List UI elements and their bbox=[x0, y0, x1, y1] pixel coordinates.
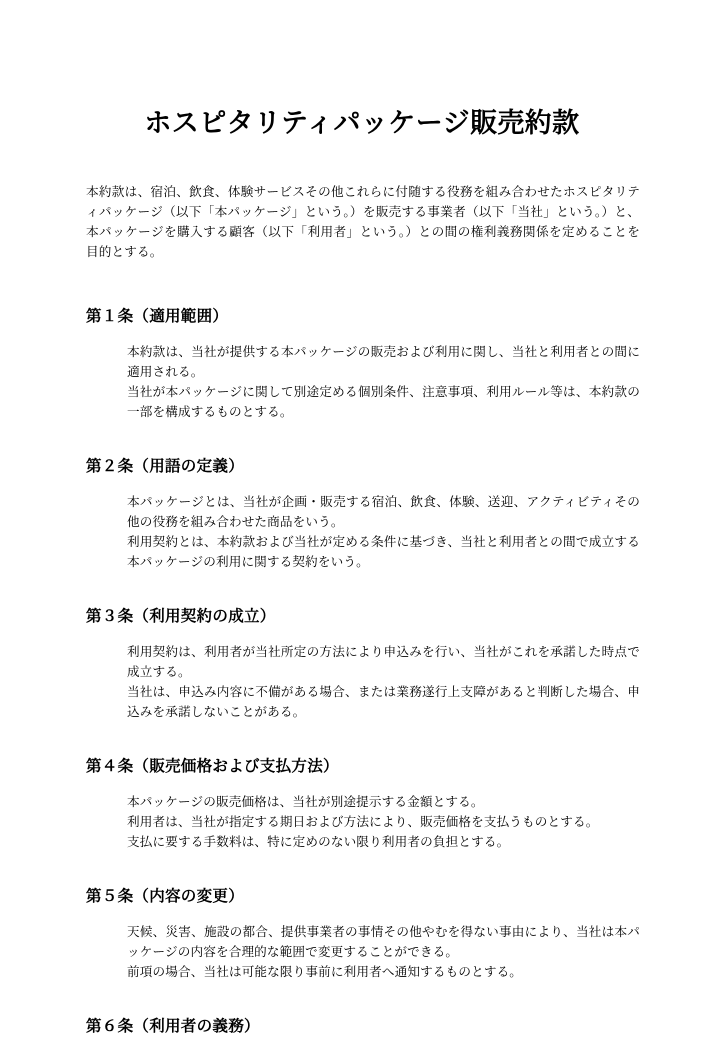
article-paragraph: 当社は、申込み内容に不備がある場合、または業務遂行上支障があると判断した場合、申込みを承諾しないことがある。 bbox=[127, 685, 640, 719]
article-paragraph: 利用契約とは、本約款および当社が定める条件に基づき、当社と利用者との間で成立する本パッケージの利用に関する契約をいう。 bbox=[127, 535, 640, 569]
article-paragraph: 利用契約は、利用者が当社所定の方法により申込みを行い、当社がこれを承諾した時点で成立する。 bbox=[127, 645, 640, 679]
document-title: ホスピタリティパッケージ販売約款 bbox=[144, 108, 580, 138]
article-paragraph: 前項の場合、当社は可能な限り事前に利用者へ通知するものとする。 bbox=[127, 965, 523, 979]
article-heading-1: 第１条（適用範囲） bbox=[86, 308, 229, 325]
article-paragraph: 本約款は、当社が提供する本パッケージの販売および利用に関し、当社と利用者との間に適用される。 bbox=[127, 345, 640, 379]
article-body-5 bbox=[127, 922, 640, 982]
article-paragraph: 天候、災害、施設の都合、提供事業者の事情その他やむを得ない事由により、当社は本パッケージの内容を合理的な範囲で変更することができる。 bbox=[127, 925, 640, 959]
article-paragraph: 当社が本パッケージに関して別途定める個別条件、注意事項、利用ルール等は、本約款の一部を構成するものとする。 bbox=[127, 385, 640, 419]
article-body-1 bbox=[127, 342, 640, 422]
article-paragraph: 本パッケージとは、当社が企画・販売する宿泊、飲食、体験、送迎、アクティビティその他の役務を組み合わせた商品をいう。 bbox=[127, 495, 640, 529]
article-heading-3: 第３条（利用契約の成立） bbox=[86, 608, 276, 625]
article-heading-5: 第５条（内容の変更） bbox=[86, 888, 245, 905]
article-paragraph: 支払に要する手数料は、特に定めのない限り利用者の負担とする。 bbox=[127, 835, 510, 849]
intro-paragraph: 本約款は、宿泊、飲食、体験サービスその他これらに付随する役務を組み合わせたホスピタリティパッケージ（以下「本パッケージ」という。）を販売する事業者（以下「当社」という。）と、本パッケージを購入する顧客（以下「利用者」という。）との間の権利義務関係を定めることを目的とする。 bbox=[86, 185, 640, 259]
article-section-2 bbox=[86, 456, 640, 572]
article-section-3 bbox=[86, 606, 640, 722]
article-section-4 bbox=[86, 756, 640, 852]
article-paragraph: 本パッケージの販売価格は、当社が別途提示する金額とする。 bbox=[127, 795, 484, 809]
article-body-2 bbox=[127, 492, 640, 572]
article-heading-4: 第４条（販売価格および支払方法） bbox=[86, 758, 339, 775]
article-heading-2: 第２条（用語の定義） bbox=[86, 458, 245, 475]
article-heading-6: 第６条（利用者の義務） bbox=[86, 1018, 260, 1035]
article-body-4 bbox=[127, 792, 640, 852]
article-section-1 bbox=[86, 306, 640, 422]
article-section-6 bbox=[86, 1016, 640, 1038]
article-section-5 bbox=[86, 886, 640, 982]
article-paragraph: 利用者は、当社が指定する期日および方法により、販売価格を支払うものとする。 bbox=[127, 815, 599, 829]
article-body-3 bbox=[127, 642, 640, 722]
document-body bbox=[86, 182, 640, 1052]
